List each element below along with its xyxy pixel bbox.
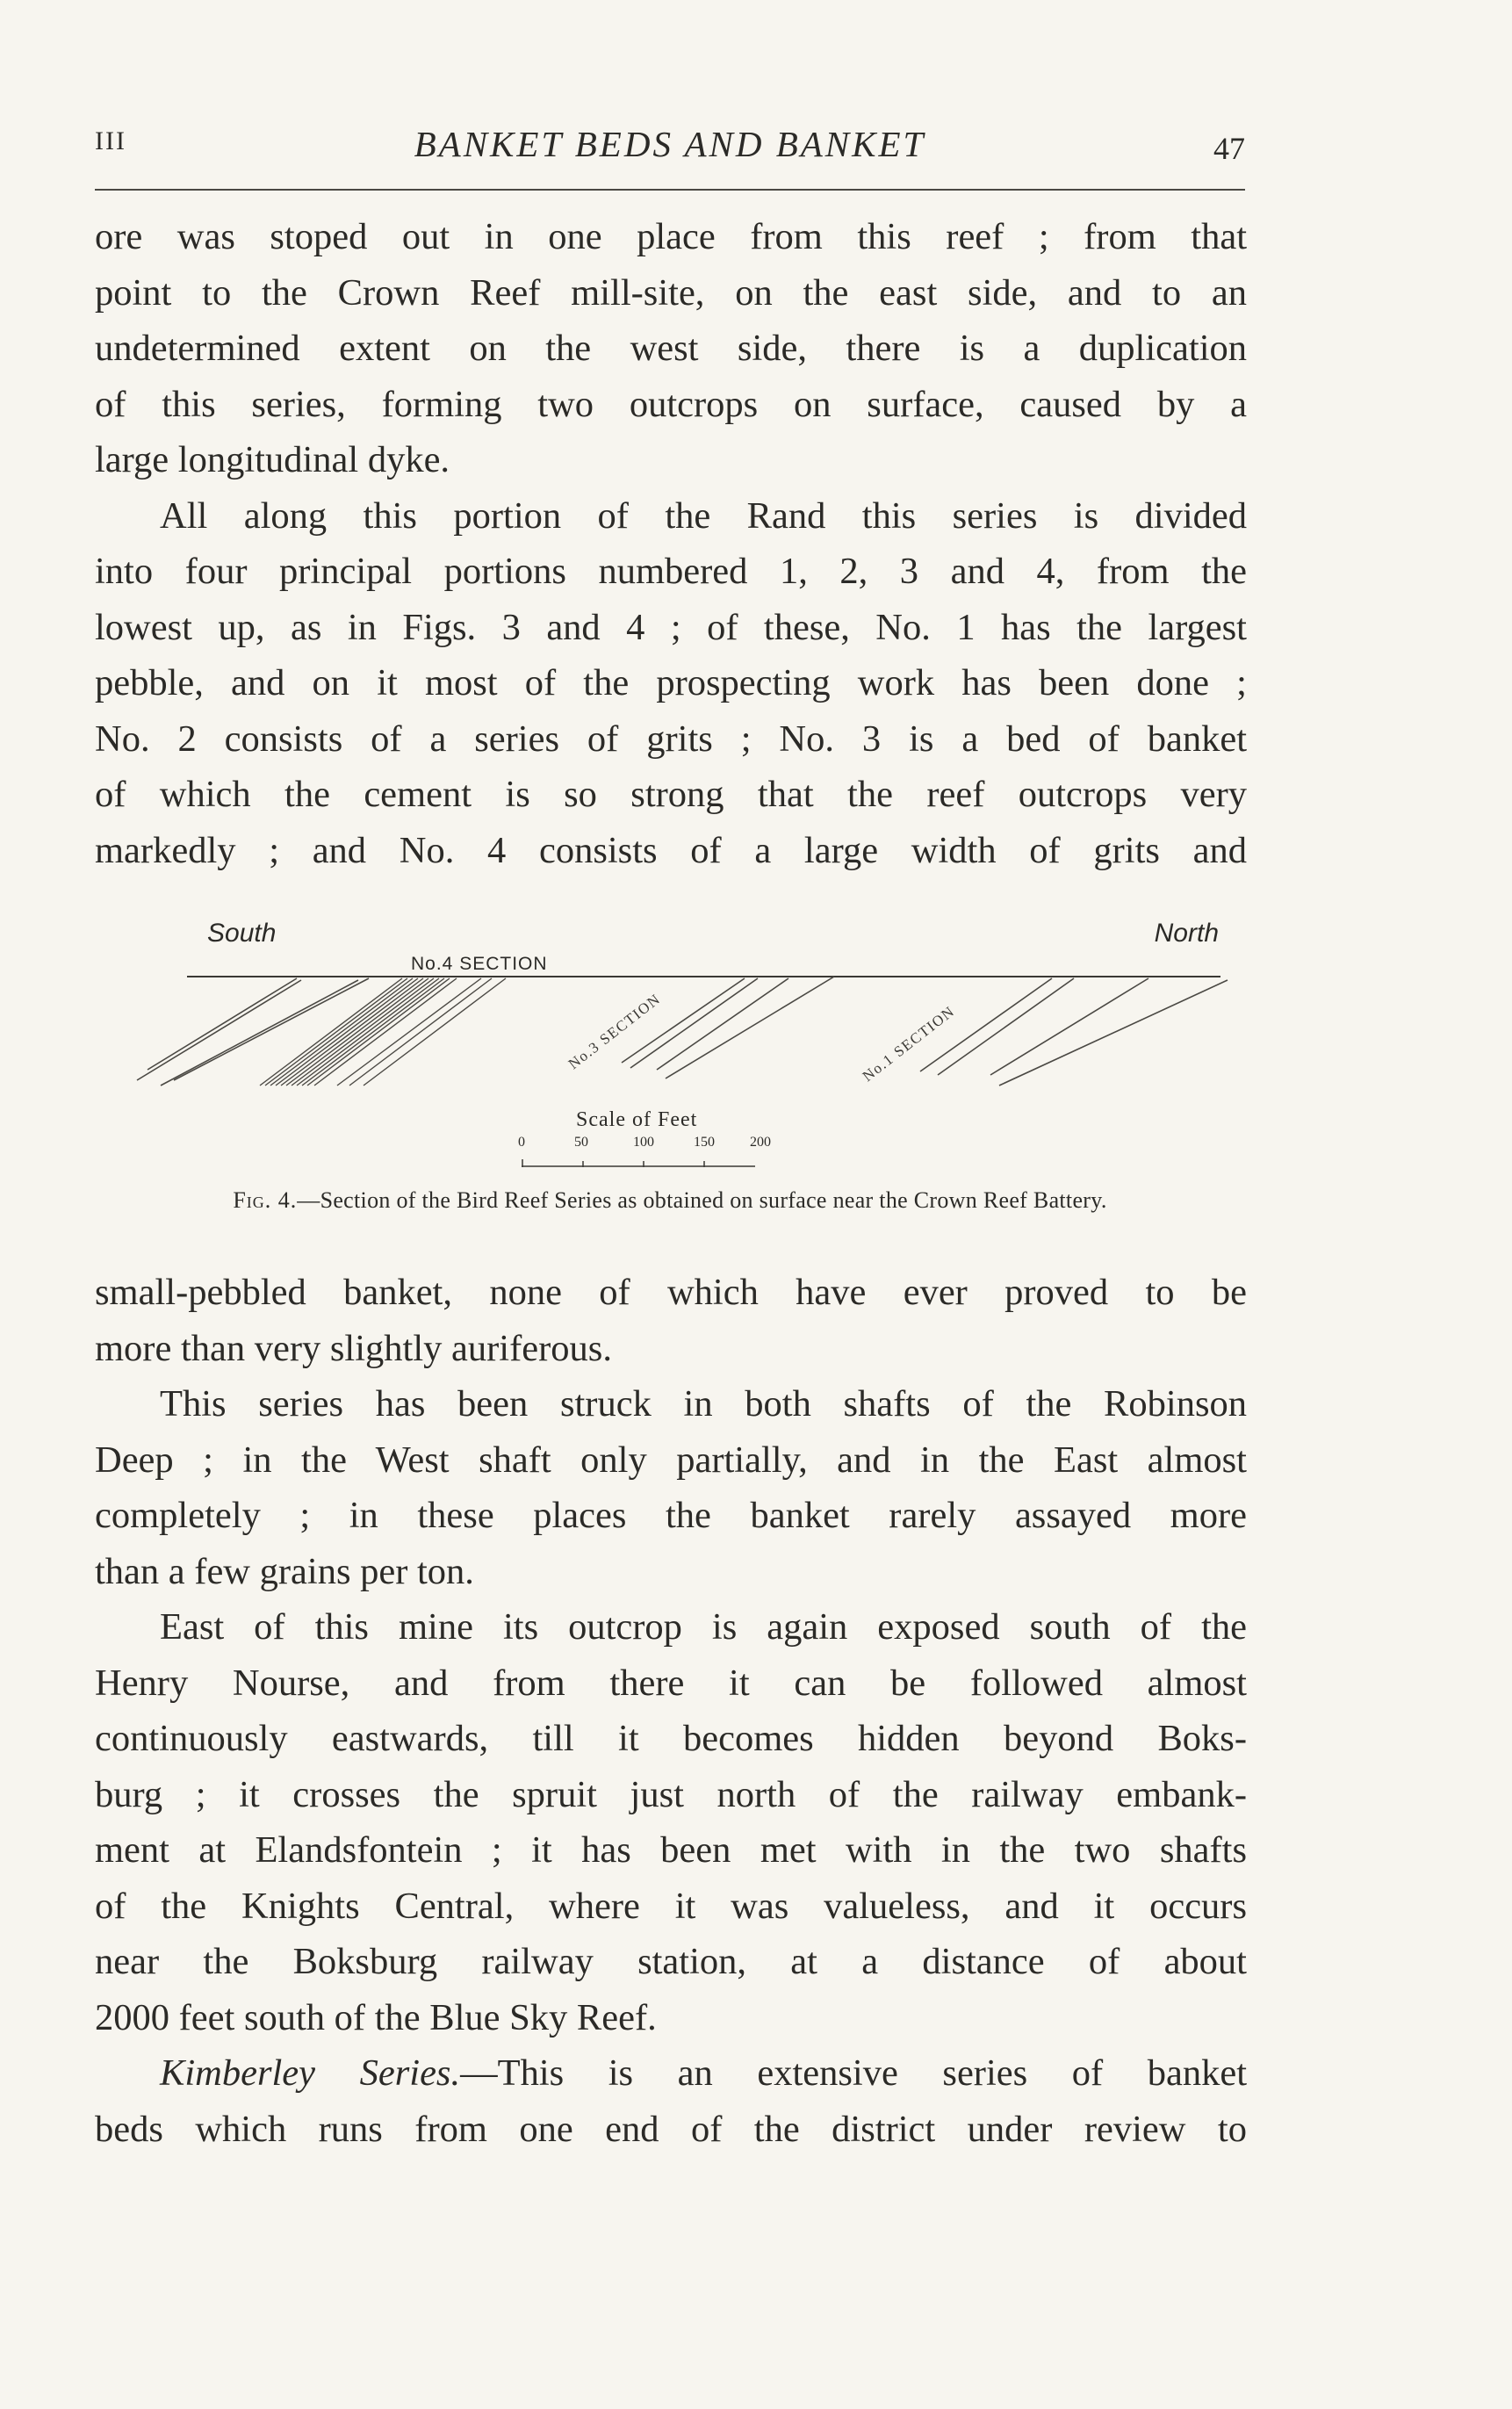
paragraph [95,2045,1247,2157]
text-line: East of this mine its outcrop is again exposed south of the [160,1606,1247,1648]
text-line: continuously eastwards, till it becomes hidden beyond Boks- [95,1718,1247,1759]
paragraph [95,1376,1247,1599]
chapter-number: III [95,126,126,155]
text-line: than a few grains per ton. [95,1550,474,1592]
north-label: North [1154,919,1219,948]
text-line: small-pebbled banket, none of which have ever proved to be [95,1272,1247,1313]
text-line: burg ; it crosses the spruit just north of the railway embank- [95,1773,1247,1815]
text-line: lowest up, as in Figs. 3 and 4 ; of these, No. 1 has the largest [95,606,1247,648]
no1-section-label: No.1 SECTION [859,1002,958,1085]
no1-section-beds [920,978,1228,1085]
text-line: 2000 feet south of the Blue Sky Reef. [95,1996,657,2038]
text-line: undetermined extent on the west side, there is a duplication [95,328,1247,369]
page-number: 47 [1213,131,1245,166]
scale-tick-label: 50 [574,1135,588,1150]
no3-section-label: No.3 SECTION [565,990,664,1073]
text-line: more than very slightly auriferous. [95,1327,612,1369]
text-line: pebble, and on it most of the prospecting work has been done ; [95,662,1247,703]
text-line: into four principal portions numbered 1, 2, 3 and 4, from the [95,551,1247,592]
text-line: point to the Crown Reef mill-site, on the east side, and to an [95,271,1247,314]
paragraph [95,488,1247,879]
text-line: All along this portion of the Rand this series is divided [160,494,1247,537]
running-head [95,123,1245,176]
caption-text: —Section of the Bird Reef Series as obtained on surface near the Crown Reef Battery. [297,1187,1107,1213]
text-line: large longitudinal dyke. [95,439,450,480]
section-diagram [95,913,1245,1177]
lead-rest: —This is an extensive series of banket [460,2052,1248,2094]
text-line [95,2045,1247,2102]
text-line: Henry Nourse, and from there it can be followed almost [95,1662,1247,1704]
text-line: of the Knights Central, where it was valueless, and it occurs [95,1885,1247,1927]
italic-lead: Kimberley Series. [160,2052,461,2094]
no4-beds-left [137,978,369,1085]
south-label: South [207,919,277,948]
text-line: No. 2 consists of a series of grits ; No. 3 is a bed of banket [95,718,1247,760]
paragraph [95,209,1247,488]
text-line: ore was stoped out in one place from this reef ; from that [95,216,1247,257]
text-line: near the Boksburg railway station, at a distance of about [95,1941,1247,1982]
no4-beds-dense [260,978,506,1085]
text-block-top [95,209,1247,878]
scale-title: Scale of Feet [576,1108,698,1131]
text-line: markedly ; and No. 4 consists of a large width of grits and [95,829,1247,871]
section-figure [95,913,1245,1177]
paragraph [95,1599,1247,2045]
text-line: beds which runs from one end of the district under review to [95,2108,1247,2150]
text-line: Deep ; in the West shaft only partially, and in the East almost [95,1439,1247,1481]
scale-tick-label: 150 [694,1135,715,1150]
scale-tick-label: 100 [633,1135,654,1150]
text-line: of this series, forming two outcrops on surface, caused by a [95,383,1247,425]
text-block-bottom [95,1265,1247,2157]
figure-number: Fig. 4. [233,1187,298,1213]
scale-tick-label: 0 [518,1135,525,1150]
no4-section-label: No.4 SECTION [411,954,548,974]
text-line: of which the cement is so strong that the reef outcrops very [95,774,1247,815]
running-title: BANKET BEDS AND BANKET [414,124,926,164]
header-rule [95,189,1245,191]
scale-tick-label: 200 [750,1135,771,1150]
paragraph [95,1265,1247,1376]
figure-caption [95,1187,1245,1214]
text-line: completely ; in these places the banket rarely assayed more [95,1495,1247,1536]
text-line: This series has been struck in both shafts of the Robinson [160,1383,1247,1424]
text-line: ment at Elandsfontein ; it has been met with in the two shafts [95,1829,1247,1871]
